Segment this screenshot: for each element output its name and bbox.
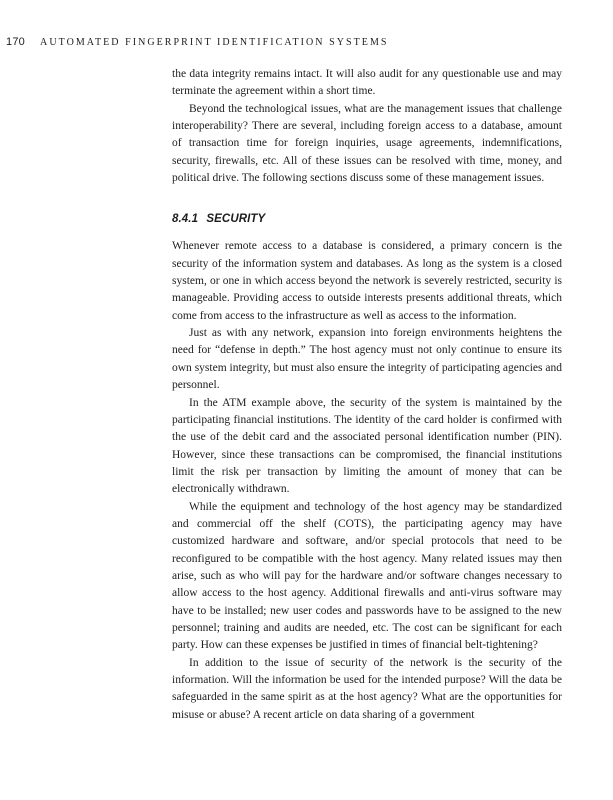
section-title: SECURITY [206, 213, 266, 226]
page-number: 170 [6, 36, 25, 48]
section-number: 8.4.1 [172, 213, 199, 226]
information-security-paragraph: In addition to the issue of security of the network is the security of the information. Will the information be used for the intended purpose? Will the data be safeguarded in the same spirit as at the host agency? What are the opportunities for misuse or abuse? A recent article on data sharing of a government [172, 656, 562, 721]
running-head [6, 30, 586, 46]
security-paragraph: Whenever remote access to a database is considered, a primary concern is the security of the information system and databases. As long as the system is a closed system, or one in which access beyond the network is severely restricted, security is manageable. Providing access to outside interests presents additional threats, which come from access to the infrastructure as well as access to the information. [172, 240, 562, 322]
management-issues-paragraph: Beyond the technological issues, what are the management issues that challenge interoperability? There are several, including foreign access to a database, amount of transaction time for foreign inquiries, usage agreements, indemnifications, security, firewalls, etc. All of these issues can be resolved with time, money, and political drive. The following sections discuss some of these management issues. [172, 102, 562, 185]
running-title: AUTOMATED FINGERPRINT IDENTIFICATION SYSTEMS [40, 37, 389, 48]
section-heading [172, 210, 562, 229]
continued-paragraph: the data integrity remains intact. It will also audit for any questionable use and may terminate the agreement within a short time. [172, 68, 562, 98]
defense-in-depth-paragraph: Just as with any network, expansion into foreign environments heightens the need for “defense in depth.” The host agency must not only continue to ensure its own system integrity, but must also ensure the integrity of participating agencies and personnel. [172, 327, 562, 392]
equipment-paragraph: While the equipment and technology of the host agency may be standardized and commercial off the shelf (COTS), the participating agency may have customized hardware and software, and/or special protocols that need to be reconfigured to be compatible with the host agency. Many related issues may then arise, such as who will pay for the hardware and/or software changes necessary to allow access to the host agency. Additional firewalls and anti-virus software may have to be installed; new user codes and passwords have to be assigned to the new personnel; training and audits are needed, etc. The cost can be significant for each party. How can these expenses be justified in times of financial belt-tightening? [172, 500, 562, 652]
atm-example-paragraph: In the ATM example above, the security of the system is maintained by the participating financial institutions. The identity of the card holder is confirmed with the use of the debit card and the associated personal identification number (PIN). However, since these transactions can be compromised, the financial institutions limit the risk per transaction by limiting the amount of money that can be electronically withdrawn. [172, 396, 562, 496]
body-text [172, 66, 562, 756]
